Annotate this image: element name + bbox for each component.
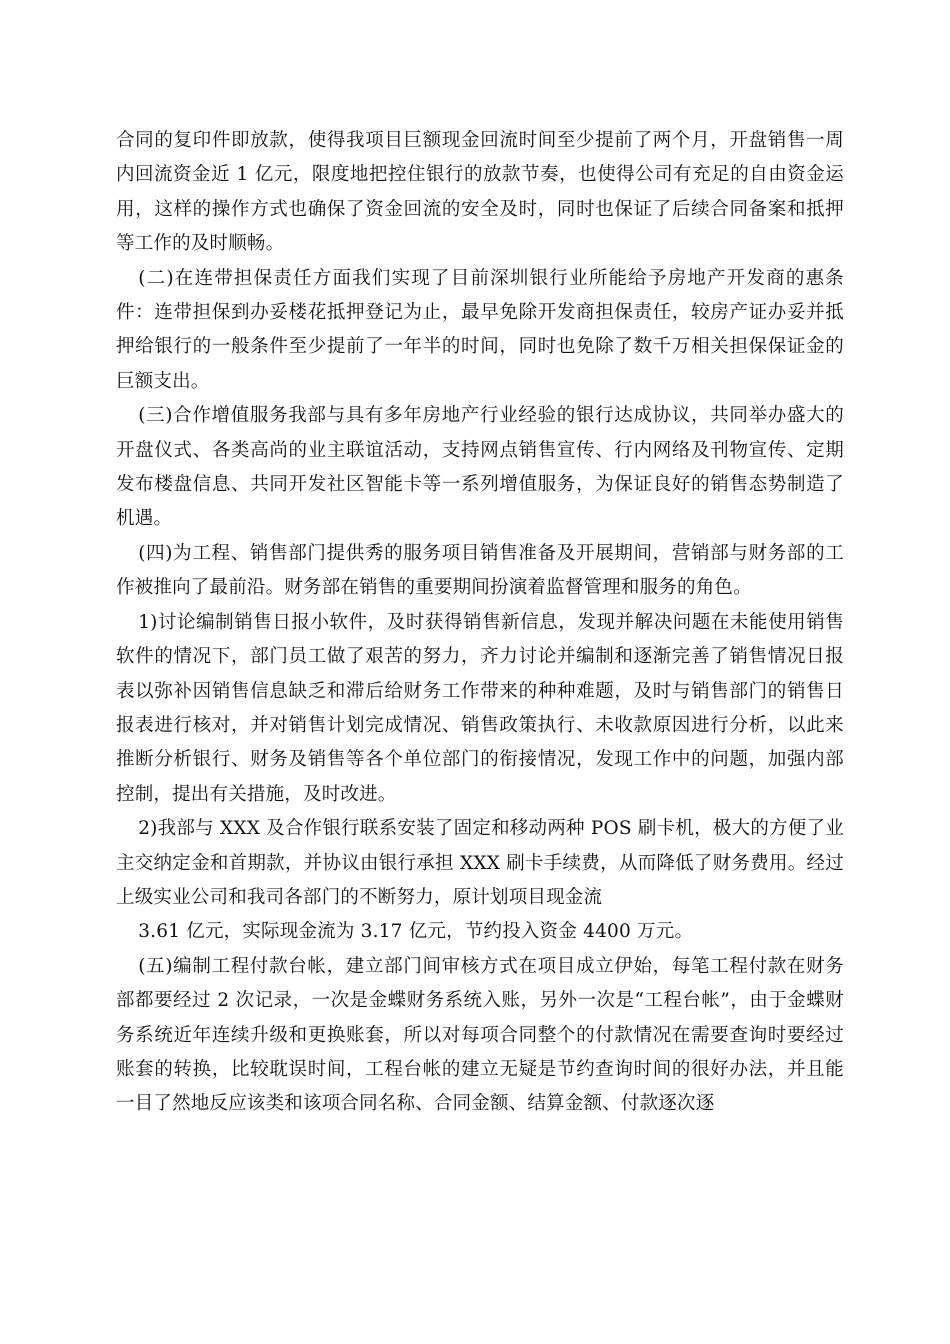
paragraph-continuation: 合同的复印件即放款，使得我项目巨额现金回流时间至少提前了两个月，开盘销售一周内回流资金近 1 亿元，限度地把控住银行的放款节奏，也使得公司有充足的自由资金运用，这样的操作方式也确保了资金回流的安全及时，同时也保证了后续合同备案和抵押等工作的及时顺畅。 — [116, 130, 844, 255]
document-body — [116, 124, 844, 1122]
paragraph-section-5: (五)编制工程付款台帐，建立部门间审核方式在项目成立伊始，每笔工程付款在财务部都要经过 2 次记录，一次是金蝶财务系统入账，另外一次是“工程台帐”，由于金蝶财务系统近年连续升级和更换账套，所以对每项合同整个的付款情况在需要查询时要经过账套的转换，比较耽误时间，工程台帐的建立无疑是节约查询时间的很好办法，并且能一目了然地反应该类和该项合同名称、合同金额、结算金额、付款逐次逐 — [116, 955, 844, 1115]
paragraph-item-2-cashflow: 3.61 亿元，实际现金流为 3.17 亿元，节约投入资金 4400 万元。 — [138, 921, 694, 943]
paragraph-section-4: (四)为工程、销售部门提供秀的服务项目销售准备及开展期间，营销部与财务部的工作被推向了最前沿。财务部在销售的重要期间扮演着监督管理和服务的角色。 — [116, 542, 844, 599]
paragraph-item-2: 2)我部与 XXX 及合作银行联系安装了固定和移动两种 POS 刷卡机，极大的方便了业主交纳定金和首期款，并协议由银行承担 XXX 刷卡手续费，从而降低了财务费用。经过上级实业公司和我司各部门的不断努力，原计划项目现金流 — [116, 818, 844, 908]
paragraph-item-1: 1)讨论编制销售日报小软件，及时获得销售新信息，发现并解决问题在未能使用销售软件的情况下，部门员工做了艰苦的努力，齐力讨论并编制和逐渐完善了销售情况日报表以弥补因销售信息缺乏和滞后给财务工作带来的种种难题，及时与销售部门的销售日报表进行核对，并对销售计划完成情况、销售政策执行、未收款原因进行分析，以此来推断分析银行、财务及销售等各个单位部门的衔接情况，发现工作中的问题，加强内部控制，提出有关措施，及时改进。 — [116, 611, 844, 805]
paragraph-section-2: (二)在连带担保责任方面我们实现了目前深圳银行业所能给予房地产开发商的惠条件：连带担保到办妥楼花抵押登记为止，最早免除开发商担保责任，较房产证办妥并抵押给银行的一般条件至少提前了一年半的时间，同时也免除了数千万相关担保保证金的巨额支出。 — [116, 267, 844, 392]
paragraph-section-3: (三)合作增值服务我部与具有多年房地产行业经验的银行达成协议，共同举办盛大的开盘仪式、各类高尚的业主联谊活动，支持网点销售宣传、行内网络及刊物宣传、定期发布楼盘信息、共同开发社区智能卡等一系列增值服务，为保证良好的销售态势制造了机遇。 — [116, 405, 844, 530]
